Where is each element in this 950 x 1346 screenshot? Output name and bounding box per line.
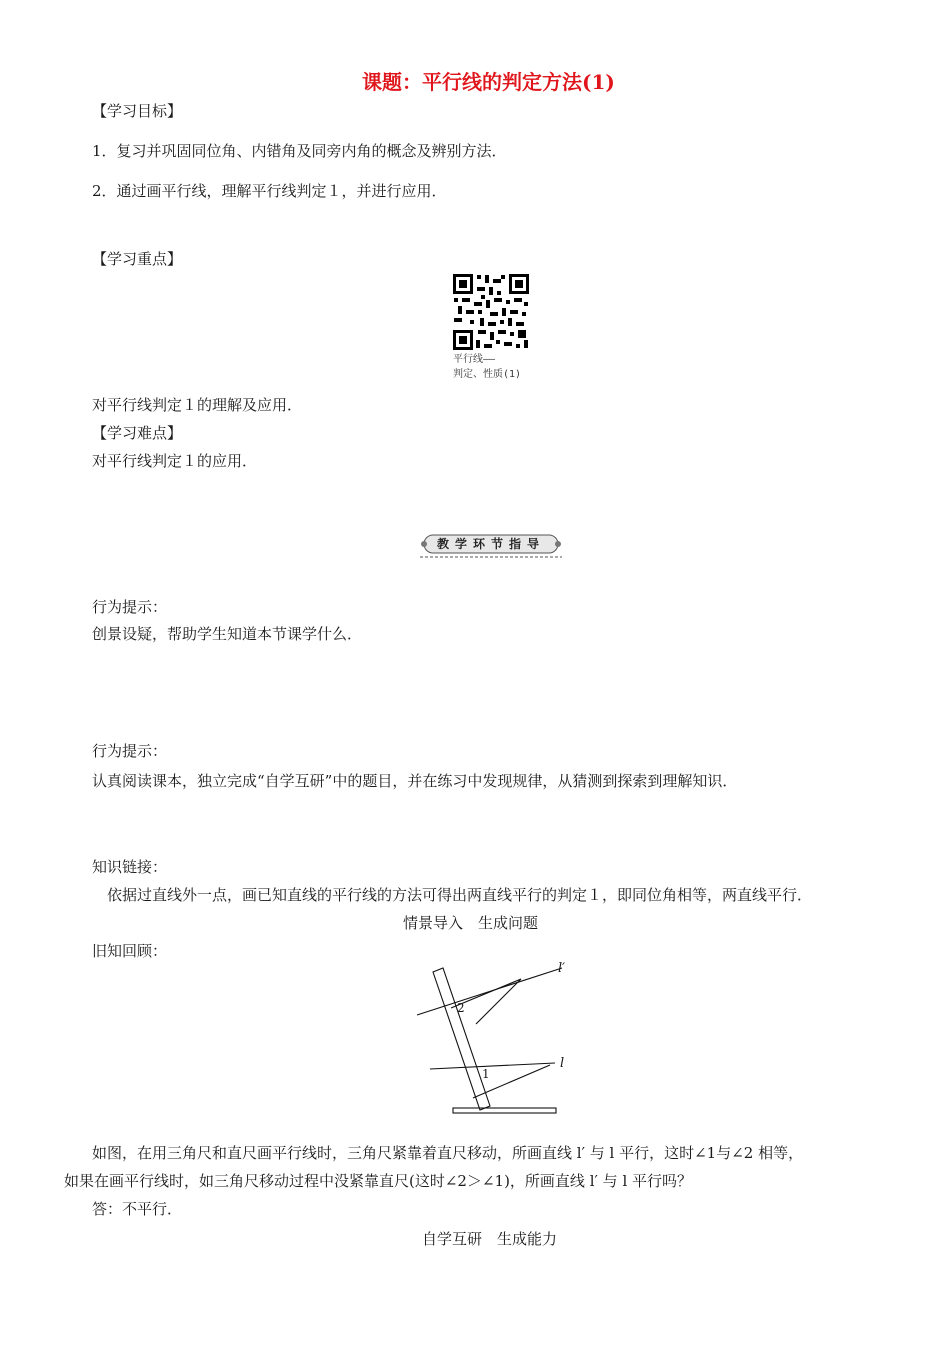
angle-label-1: 1 <box>482 1067 490 1081</box>
qr-code-icon[interactable] <box>452 273 530 351</box>
line-label-l: l <box>560 1056 565 1071</box>
qr-caption-line-1: 平行线—— <box>453 354 496 365</box>
answer-text: 答：不平行． <box>92 1200 183 1218</box>
line-label-l-prime: l′ <box>558 961 566 976</box>
teaching-guide-banner <box>418 533 564 559</box>
key-points-heading: 【学习重点】 <box>92 250 183 268</box>
page-title: 课题：平行线的判定方法(1) <box>362 70 615 94</box>
difficulties-heading: 【学习难点】 <box>92 424 183 442</box>
key-points-text: 对平行线判定１的理解及应用． <box>92 396 303 414</box>
objective-item-1: 1．复习并巩固同位角、内错角及同旁内角的概念及辨别方法． <box>92 142 507 160</box>
knowledge-link-text: 依据过直线外一点，画已知直线的平行线的方法可得出两直线平行的判定１，即同位角相等，两直线平行． <box>107 886 813 904</box>
hint1-text: 创景设疑，帮助学生知道本节课学什么． <box>92 625 363 643</box>
teaching-guide-label: 教学环节指导 <box>436 537 545 551</box>
hint2-text: 认真阅读课本，独立完成“自学互研”中的题目，并在练习中发现规律，从猜测到探索到理解知识． <box>92 772 738 790</box>
section-title-self-study: 自学互研 生成能力 <box>422 1230 558 1248</box>
parallel-lines-figure <box>412 962 582 1118</box>
question-line-1: 如图，在用三角尺和直尺画平行线时，三角尺紧靠着直尺移动，所画直线 l′ 与 l 平行，这时∠1与∠2 相等， <box>92 1144 804 1162</box>
difficulties-text: 对平行线判定１的应用． <box>92 452 258 470</box>
hint1-label: 行为提示： <box>92 598 168 616</box>
angle-label-2: 2 <box>457 1001 465 1015</box>
objectives-heading: 【学习目标】 <box>92 102 183 120</box>
objective-item-2: 2．通过画平行线，理解平行线判定１，并进行应用． <box>92 182 447 200</box>
qr-caption-line-2: 判定、性质(1) <box>453 369 522 380</box>
section-title-scenario: 情景导入 生成问题 <box>403 914 539 932</box>
question-line-2: 如果在画平行线时，如三角尺移动过程中没紧靠直尺(这时∠2＞∠1)，所画直线 l′ 与 l 平行吗？ <box>64 1172 693 1190</box>
review-label: 旧知回顾： <box>92 942 168 960</box>
hint2-label: 行为提示： <box>92 742 168 760</box>
knowledge-link-label: 知识链接： <box>92 858 168 876</box>
